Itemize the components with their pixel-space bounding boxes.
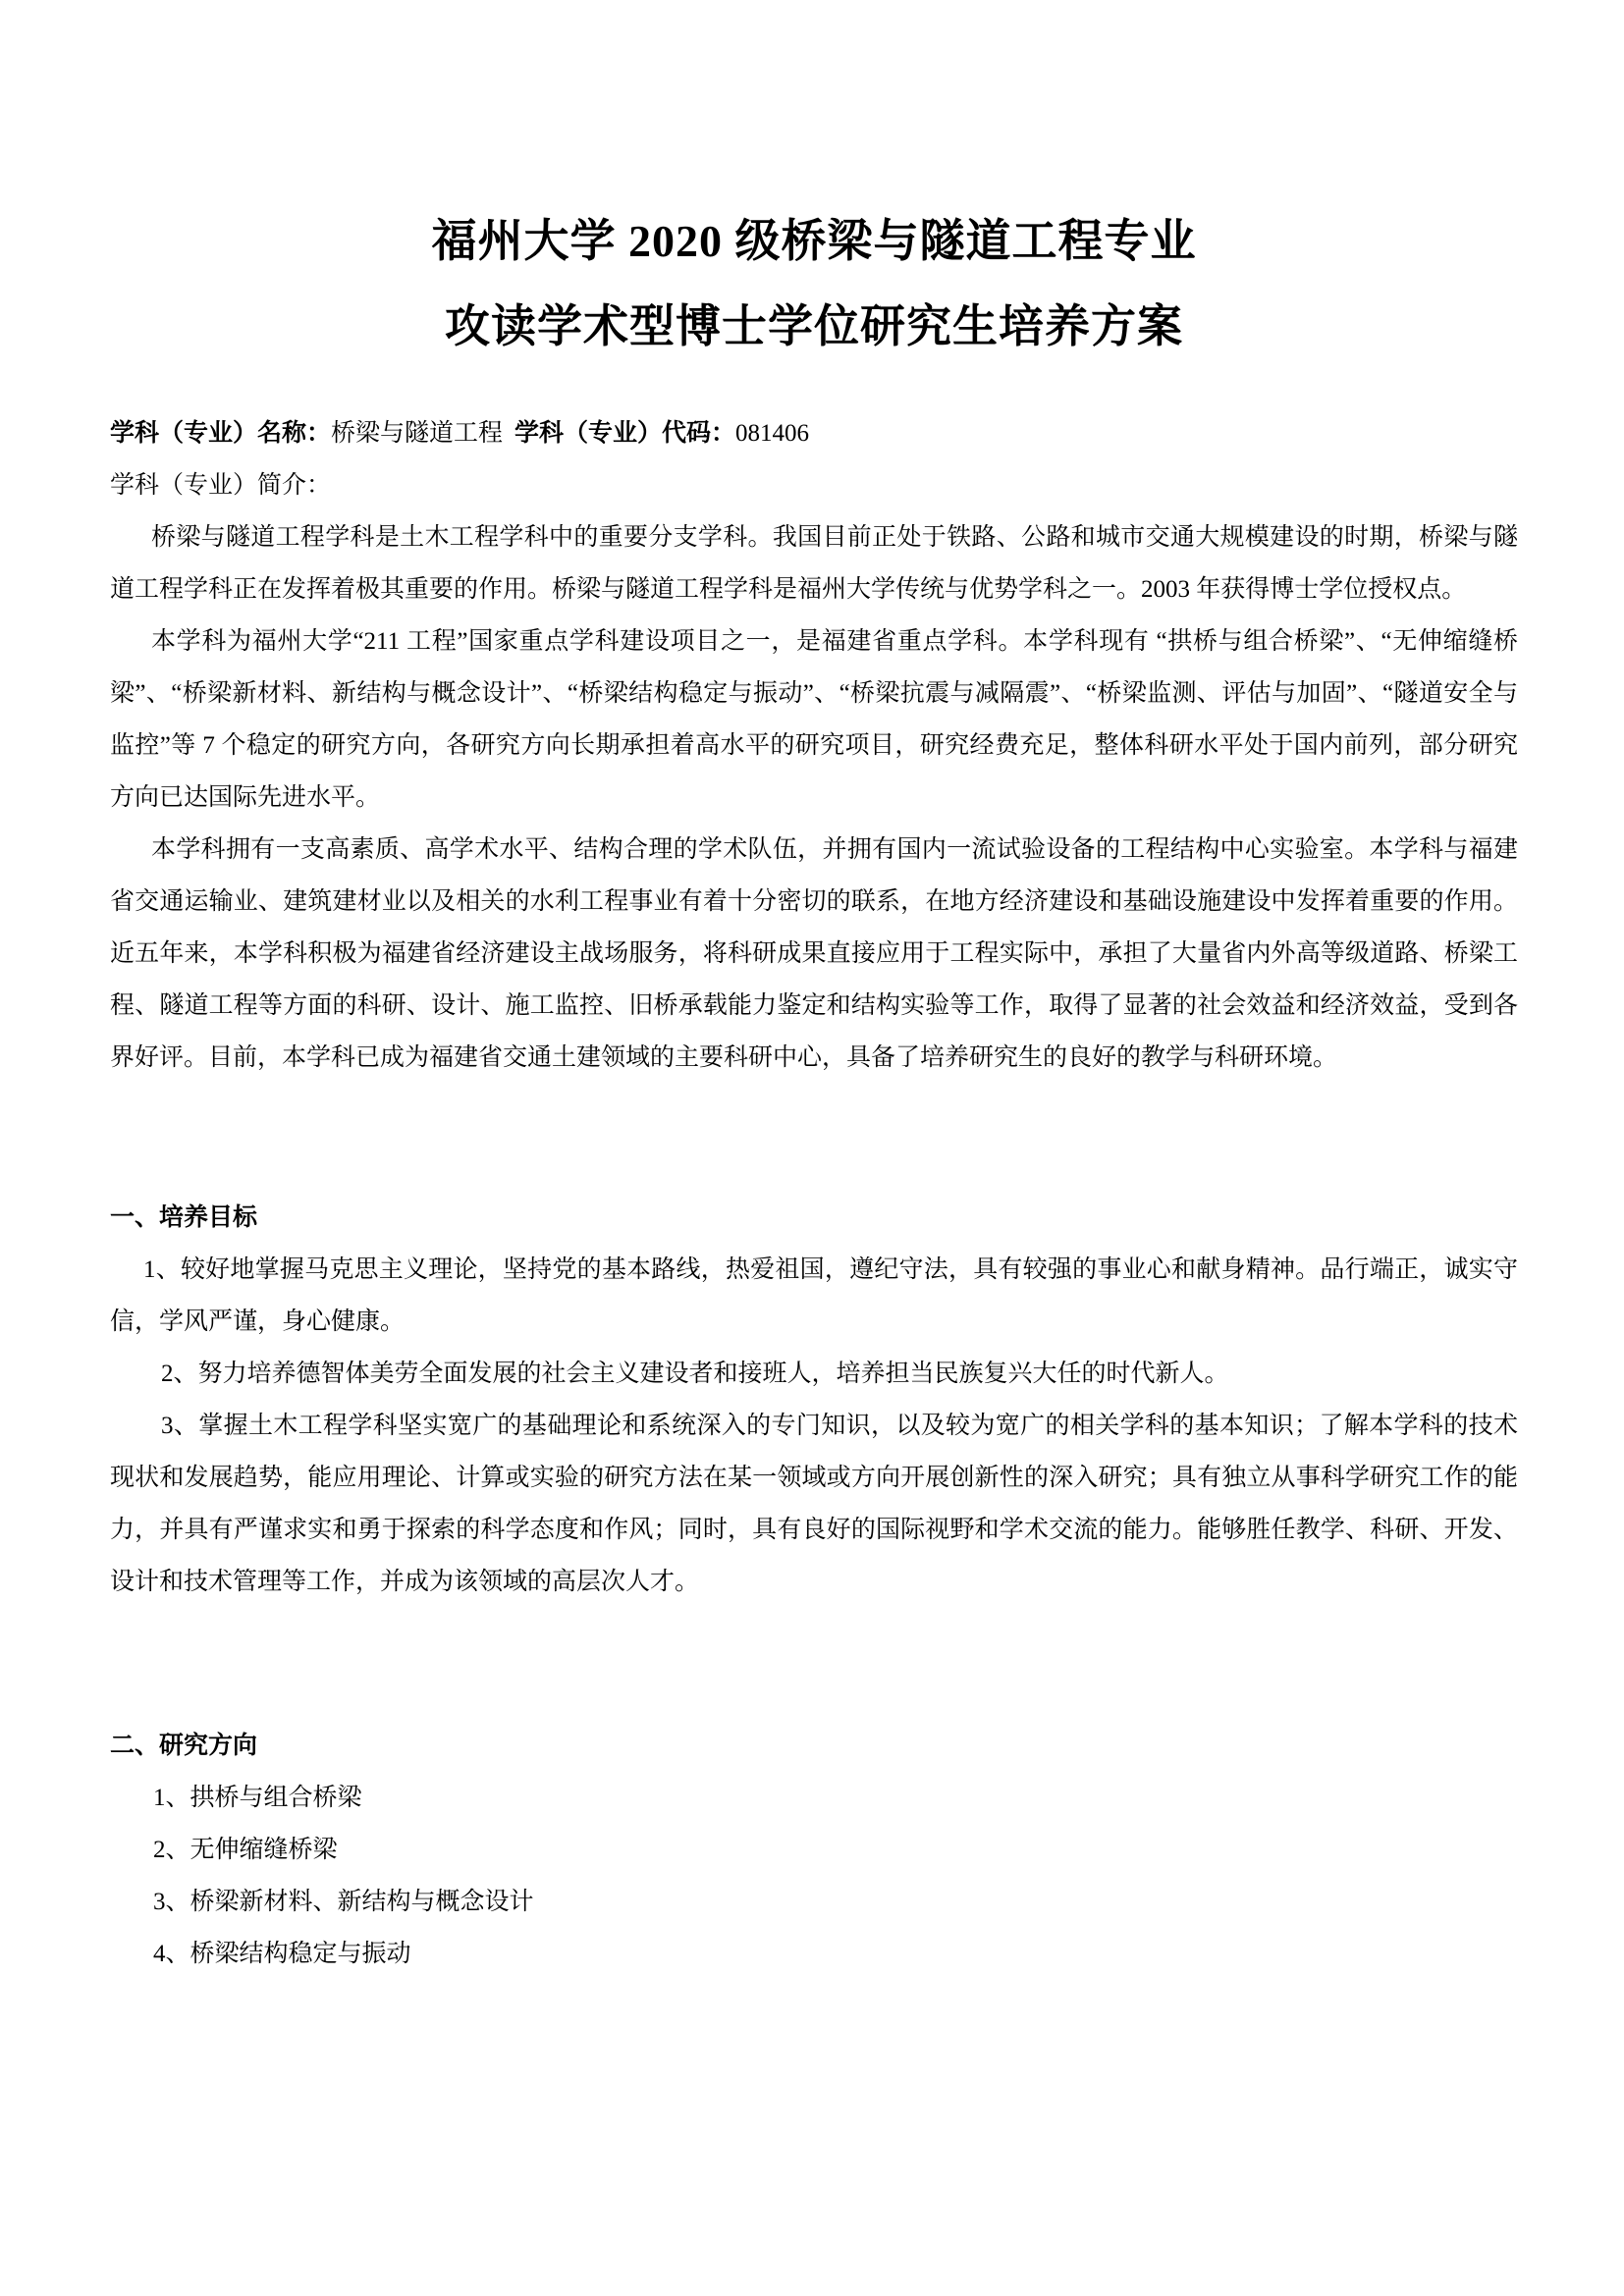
section-heading-goals: 一、培养目标: [110, 1204, 258, 1231]
discipline-intro-label: 学科（专业）简介：: [110, 472, 332, 499]
document-title: [110, 198, 1518, 369]
intro-paragraph: 本学科为福州大学“211 工程”国家重点学科建设项目之一，是福建省重点学科。本学科现有 “拱桥与组合桥梁”、“无伸缩缝桥梁”、“桥梁新材料、新结构与概念设计”、“桥梁结构稳定与振动”、“桥梁抗震与减隔震”、“桥梁监测、评估与加固”、“隧道安全与监控”等 7 个稳定的研究方向，各研究方向长期承担着高水平的研究项目，研究经费充足，整体科研水平处于国内前列，部分研究方向已达国际先进水平。: [110, 628, 1518, 811]
direction-item: 4、桥梁结构稳定与振动: [153, 1941, 411, 1967]
direction-item: 1、拱桥与组合桥梁: [153, 1785, 362, 1811]
document-title-line2: 攻读学术型博士学位研究生培养方案: [445, 301, 1183, 351]
direction-item: 2、无伸缩缝桥梁: [153, 1837, 338, 1863]
goal-item: 2、努力培养德智体美劳全面发展的社会主义建设者和接班人，培养担当民族复兴大任的时代新人。: [161, 1361, 1229, 1387]
document-content: [0, 198, 1624, 1980]
discipline-meta-line: [110, 407, 1518, 459]
discipline-code-label: 学科（专业）代码：: [514, 420, 736, 447]
goal-item: 1、较好地掌握马克思主义理论，坚持党的基本路线，热爱祖国，遵纪守法，具有较强的事业心和献身精神。品行端正，诚实守信，学风严谨，身心健康。: [110, 1256, 1518, 1335]
discipline-name-label: 学科（专业）名称：: [110, 420, 332, 447]
intro-paragraph: 桥梁与隧道工程学科是土木工程学科中的重要分支学科。我国目前正处于铁路、公路和城市交通大规模建设的时期，桥梁与隧道工程学科正在发挥着极其重要的作用。桥梁与隧道工程学科是福州大学传统与优势学科之一。2003 年获得博士学位授权点。: [110, 524, 1518, 603]
discipline-name-value: 桥梁与隧道工程: [331, 420, 504, 447]
discipline-code-value: 081406: [735, 420, 810, 447]
goal-item: 3、掌握土木工程学科坚实宽广的基础理论和系统深入的专门知识，以及较为宽广的相关学科的基本知识；了解本学科的技术现状和发展趋势，能应用理论、计算或实验的研究方法在某一领域或方向开展创新性的深入研究；具有独立从事科学研究工作的能力，并具有严谨求实和勇于探索的科学态度和作风；同时，具有良好的国际视野和学术交流的能力。能够胜任教学、科研、开发、设计和技术管理等工作，并成为该领域的高层次人才。: [110, 1413, 1518, 1595]
direction-item: 3、桥梁新材料、新结构与概念设计: [153, 1889, 534, 1915]
intro-paragraph: 本学科拥有一支高素质、高学术水平、结构合理的学术队伍，并拥有国内一流试验设备的工程结构中心实验室。本学科与福建省交通运输业、建筑建材业以及相关的水利工程事业有着十分密切的联系，在地方经济建设和基础设施建设中发挥着重要的作用。近五年来，本学科积极为福建省经济建设主战场服务，将科研成果直接应用于工程实际中，承担了大量省内外高等级道路、桥梁工程、隧道工程等方面的科研、设计、施工监控、旧桥承载能力鉴定和结构实验等工作，取得了显著的社会效益和经济效益，受到各界好评。目前，本学科已成为福建省交通土建领域的主要科研中心，具备了培养研究生的良好的教学与科研环境。: [110, 836, 1518, 1071]
section-heading-directions: 二、研究方向: [110, 1733, 258, 1759]
document-title-line1: 福州大学 2020 级桥梁与隧道工程专业: [431, 216, 1197, 266]
